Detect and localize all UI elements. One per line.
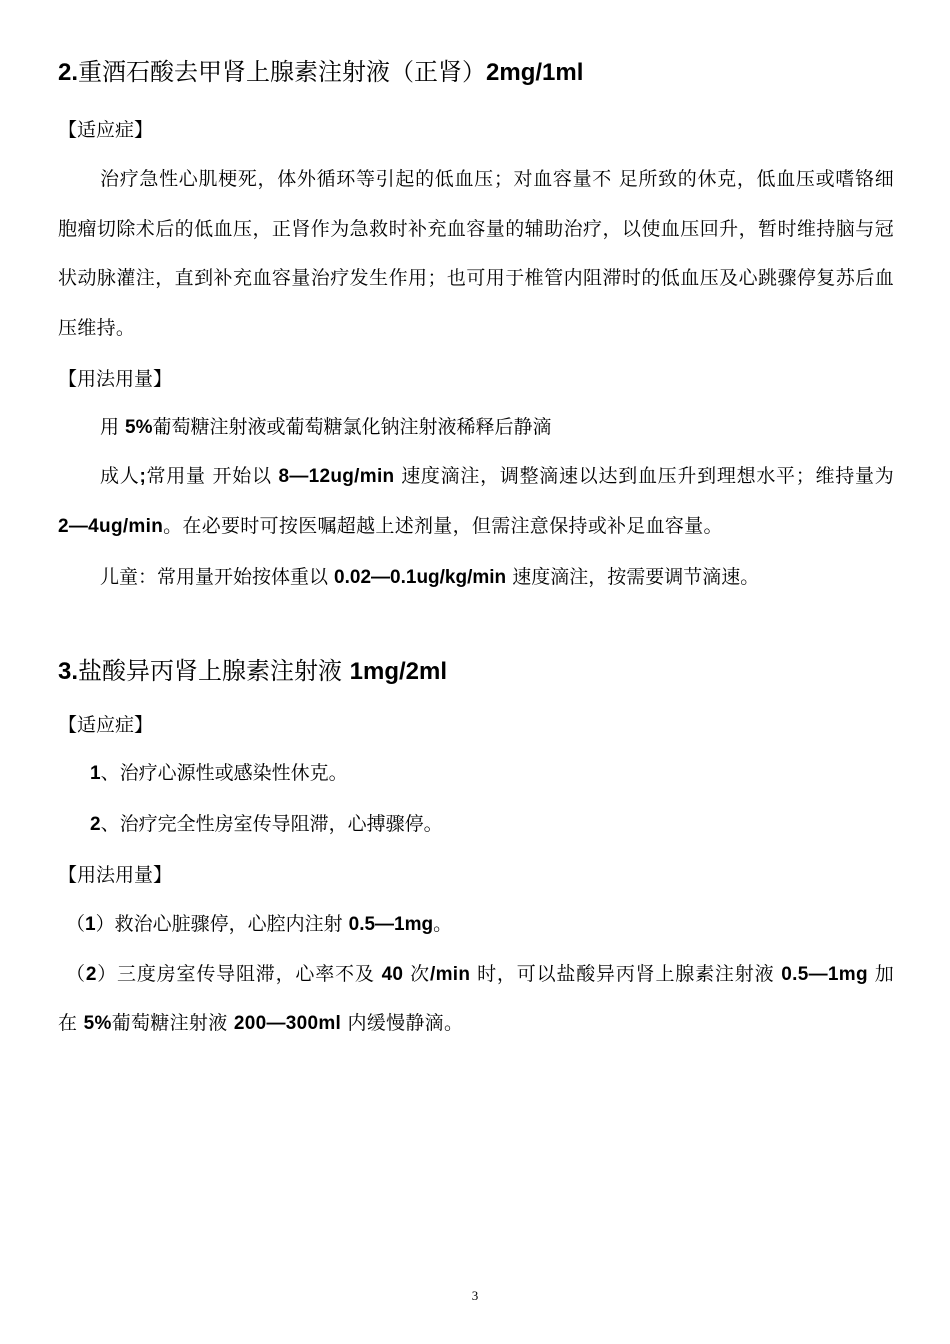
- usage-paren: （: [66, 963, 86, 985]
- usage-text: 加在: [58, 963, 895, 1034]
- section-3-usage-2: [58, 950, 894, 1048]
- indication-text: 、治疗心源性或感染性休克。: [100, 762, 348, 784]
- section-3-name: 盐酸异丙肾上腺素注射液: [78, 657, 350, 685]
- section-2-adult-dosage: [58, 452, 894, 551]
- usage-volume: 200—300ml: [233, 1013, 342, 1034]
- adult-text: 速度滴注，调整滴速以达到血压升到理想水平；维持量为: [394, 465, 894, 487]
- adult-start-rate: 8—12ug/min: [278, 466, 395, 487]
- indication-number: 1: [90, 763, 101, 784]
- section-3-indication-1: [90, 760, 348, 787]
- adult-sep: ;: [139, 466, 147, 487]
- section-2-child-dosage: [100, 564, 759, 591]
- adult-text: 成人: [100, 465, 140, 487]
- usage-number: 2: [85, 964, 97, 985]
- section-2-name: 重酒石酸去甲肾上腺素注射液（正肾）: [78, 58, 487, 86]
- indication-number: 2: [90, 814, 101, 835]
- section-2-usage-dilution: [100, 414, 552, 441]
- usage-unit: /min: [429, 964, 471, 985]
- indication-text: 、治疗完全性房室传导阻滞，心搏骤停。: [100, 813, 443, 835]
- usage-paren: （: [66, 913, 86, 935]
- section-2-usage-label: 【用法用量】: [58, 368, 173, 390]
- section-2-indication-text: 治疗急性心肌梗死，体外循环等引起的低血压；对血容量不 足所致的休克，低血压或嗜铬细胞瘤切除术后的低血压，正肾作为急救时补充血容量的辅助治疗，以使血压回升，暂时维持脑与冠状动脉灌注，直到补充血容量治疗发生作用；也可用于椎管内阻滞时的低血压及心跳骤停复苏后血压维持。: [58, 168, 894, 339]
- usage-text: ）救治心脏骤停，心腔内注射: [95, 913, 349, 935]
- section-2-spec: 2mg/1ml: [486, 59, 584, 86]
- usage-text: 葡萄糖注射液: [111, 1012, 234, 1034]
- page-number: 3: [471, 1288, 479, 1303]
- usage-percent: 5%: [83, 1013, 112, 1034]
- usage-percent: 5%: [125, 417, 153, 438]
- usage-text: 葡萄糖注射液或葡萄糖氯化钠注射液稀释后静滴: [152, 416, 552, 438]
- section-3-indication-label: 【适应症】: [58, 714, 154, 736]
- adult-text: 常用量 开始以: [146, 465, 279, 487]
- section-3-usage-1: [66, 911, 452, 938]
- usage-number: 1: [85, 914, 96, 935]
- adult-maintenance-rate: 2—4ug/min: [58, 515, 164, 537]
- usage-text: 。: [433, 913, 453, 935]
- section-2-indication-label: 【适应症】: [58, 119, 154, 141]
- usage-text: 时，可以盐酸异丙肾上腺素注射液: [470, 963, 782, 985]
- section-3-title: [58, 656, 447, 687]
- child-text: 儿童：常用量开始按体重以: [100, 566, 335, 588]
- section-3-spec: 1mg/2ml: [349, 658, 448, 685]
- section-3-number: 3.: [58, 658, 79, 685]
- usage-text: 用: [100, 416, 126, 438]
- usage-dose: 0.5—1mg: [348, 914, 434, 935]
- section-2-number: 2.: [58, 59, 79, 86]
- usage-dose: 0.5—1mg: [781, 964, 868, 985]
- child-text: 速度滴注，按需要调节滴速。: [506, 566, 760, 588]
- section-3-indication-2: [90, 811, 443, 838]
- section-2-title: [58, 57, 583, 88]
- adult-text: 。在必要时可按医嘱超越上述剂量，但需注意保持或补足血容量。: [163, 514, 723, 537]
- child-rate: 0.02—0.1ug/kg/min: [334, 567, 507, 588]
- usage-text: 次: [403, 963, 430, 985]
- usage-text: ）三度房室传导阻滞，心率不及: [96, 963, 382, 985]
- usage-text: 内缓慢静滴。: [341, 1012, 464, 1034]
- usage-heart-rate: 40: [381, 964, 404, 985]
- section-3-usage-label: 【用法用量】: [58, 864, 173, 886]
